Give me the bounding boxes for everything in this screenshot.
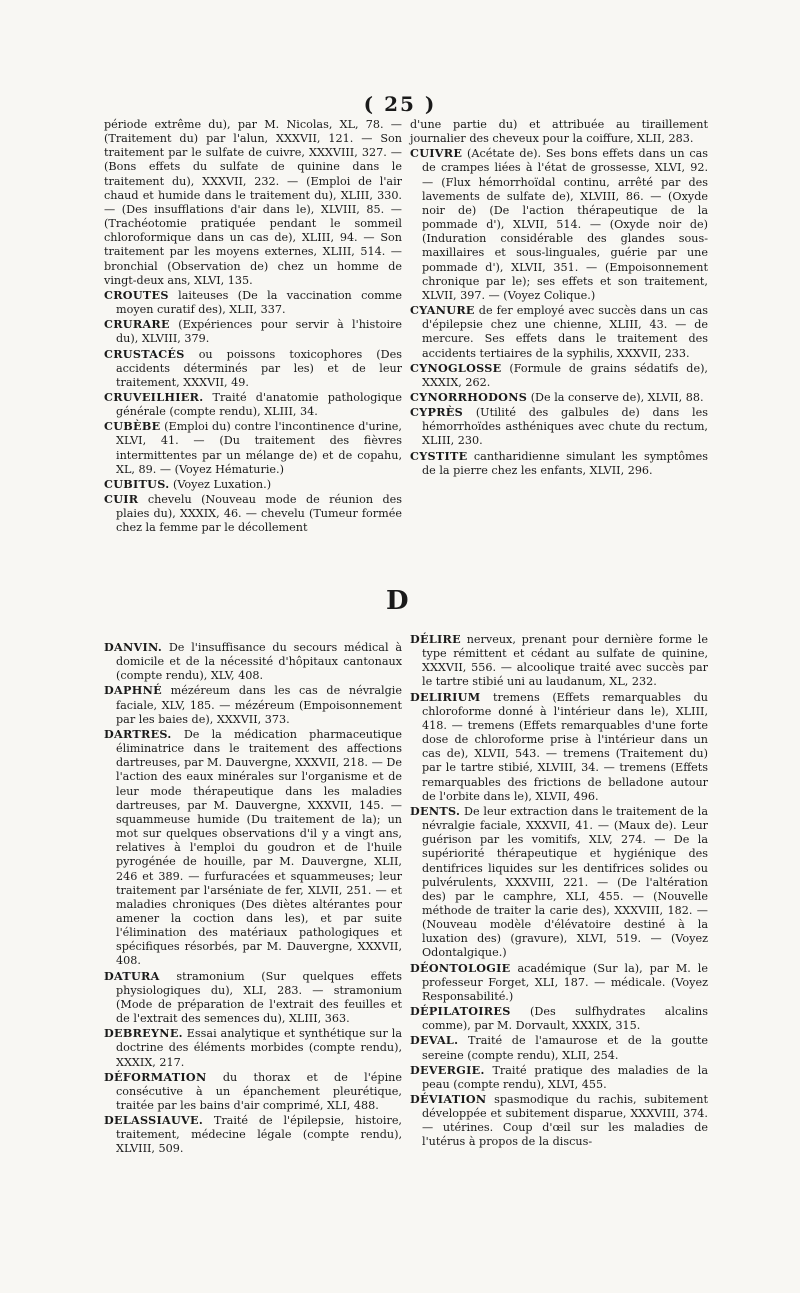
index-entry (410, 1004, 708, 1033)
entry-headword: CYANURE (410, 303, 475, 318)
index-entry (104, 419, 402, 477)
entry-text: chevelu (Nouveau mode de réunion des plaies du), XXXIX, 46. — chevelu (Tumeur formée chez la femme par le décollement (116, 493, 402, 535)
index-entry (410, 303, 708, 361)
entry-headword: DELASSIAUVE. (104, 1113, 204, 1128)
entry-text: De la médication pharmaceutique éliminatrice dans le traitement des affections dartreuses, par M. Dauvergne, XXXVII, 218. — De l'action des eaux minérales sur l'organisme et de leur mode thérapeutique dans les maladies dartreuses, par M. Dauvergne, XXXVII, 145. — squammeuse humide (Du traitement de la); un mot sur quelques observations d'il y a vingt ans, relatives à l'emploi du goudron et de l'huile pyrogénée de houille, par M. Dauvergne, XLII, 246 et 389. — furfuracées et squammeuses; leur traitement par l'arséniate de fer, XLVII, 251. — et maladies chroniques (Des diètes altérantes pour amener la coction dans les), et par suite l'élimination des matériaux pathologiques et spécifiques résorbés, par M. Dauvergne, XXXVII, 408. (116, 727, 402, 968)
entry-text: Essai analytique et synthétique sur la doctrine des éléments morbides (compte rendu), XXXIX, 217. (116, 1027, 402, 1069)
column-left-top (104, 118, 402, 536)
index-entry (104, 118, 402, 288)
entry-headword: DÉONTOLOGIE (410, 960, 511, 975)
entry-text: nerveux, prenant pour dernière forme le type rémittent et cédant au sulfate de quinine, XXXVII, 556. — alcoolique traité avec succès par le tartre stibié uni au laudanum, XL, 232. (422, 633, 708, 689)
index-entry (104, 317, 402, 346)
entry-headword: CYPRÈS (410, 405, 464, 420)
entry-headword: CYNORRHODONS (410, 389, 528, 404)
index-entry (104, 1026, 402, 1069)
entry-headword: CROUTES (104, 287, 169, 302)
entry-text: mézéreum dans les cas de névralgie faciale, XLV, 185. — mézéreum (Empoisonnement par les baies de), XXXVII, 373. (116, 684, 402, 726)
entry-text: spasmodique du rachis, subitement développée et subitement disparue, XXXVIII, 374. — utérines. Coup d'œil sur les maladies de l'utérus à propos de la discus- (422, 1093, 708, 1149)
entry-headword: CUBÈBE (104, 419, 161, 434)
column-right-top (410, 118, 708, 478)
index-entry (410, 632, 708, 690)
entry-text: (Utilité des galbules de) dans les hémorrhoïdes asthéniques avec chute du rectum, XLIII, 230. (422, 406, 708, 448)
entry-headword: DANVIN. (104, 640, 163, 654)
index-entry (410, 146, 708, 303)
entry-text: (Des sulfhydrates alcalins comme), par M. Dorvault, XXXIX, 315. (422, 1005, 708, 1033)
column-right-bottom (410, 632, 708, 1150)
index-entry (104, 347, 402, 390)
entry-text: De l'insuffisance du secours médical à domicile et de la nécessité d'hôpitaux cantonaux (compte rendu), XLV, 408. (116, 641, 402, 683)
index-entry (410, 390, 708, 405)
entry-headword: DARTRES. (104, 726, 172, 741)
column-left-bottom (104, 640, 402, 1157)
entry-text: cantharidienne simulant les symptômes de la pierre chez les enfants, XLVII, 296. (422, 449, 708, 477)
entry-headword: DÉFORMATION (104, 1069, 207, 1084)
index-entry (104, 288, 402, 317)
index-entry (104, 1070, 402, 1113)
entry-text: (Expériences pour servir à l'histoire du), XLVIII, 379. (116, 318, 402, 346)
entry-text: de fer employé avec succès dans un cas d'épilepsie chez une chienne, XLIII, 43. — de mercure. Ses effets dans le traitement des accidents tertiaires de la syphilis, XXXVII, 233. (422, 304, 708, 360)
entry-text: période extrême du), par M. Nicolas, XL, 78. — (Traitement du) par l'alun, XXXVII, 121. — Son traitement par le sulfate de cuivre, XXXVIII, 327. — (Bons effets du sulfate de quinine dans le traitement du), XXXVII, 232. — (Emploi de l'air chaud et humide dans le traitement du), XLIII, 330. — (Des insufflations d'air dans le), XLVIII, 85. — (Trachéotomie pratiquée pendant le sommeil chloroformique dans un cas de), XLIII, 94. — Son traitement par les moyens externes, XLIII, 514. — bronchial (Observation de) chez un homme de vingt-deux ans, XLVI, 135. (104, 118, 402, 287)
entry-text: ou poissons toxicophores (Des accidents déterminés par les) et de leur traitement, XXXVII, 49. (116, 347, 402, 389)
index-entry (410, 1063, 708, 1092)
entry-text: d'une partie du) et attribuée au tiraillement journalier des cheveux pour la coiffure, XLII, 283. (410, 118, 708, 146)
entry-text: (Formule de grains sédatifs de), XXXIX, 262. (422, 361, 708, 389)
entry-headword: CUBITUS. (104, 476, 170, 491)
entry-text: laiteuses (De la vaccination comme moyen curatif des), XLII, 337. (116, 288, 402, 317)
entry-text: (Emploi du) contre l'incontinence d'urine, XLVI, 41. — (Du traitement des fièvres intermittentes par un mélange de) et de copahu, XL, 89. — (Voyez Hématurie.) (116, 420, 402, 476)
index-entry (410, 690, 708, 804)
entry-headword: DAPHNÉ (104, 683, 162, 698)
entry-headword: CRURARE (104, 317, 170, 332)
entry-headword: CUIR (104, 492, 139, 507)
entry-headword: DENTS. (410, 803, 461, 818)
entry-text: Traité de l'épilepsie, histoire, traitement, médecine légale (compte rendu), XLVIII, 509. (116, 1114, 402, 1156)
index-entry (410, 1033, 708, 1062)
entry-text: stramonium (Sur quelques effets physiologiques du), XLI, 283. — stramonium (Mode de préparation de l'extrait des feuilles et de l'extrait des semences du), XLIII, 363. (116, 969, 402, 1026)
entry-text: du thorax et de l'épine consécutive à un épanchement pleurétique, traitée par les bains d'air comprimé, XLI, 488. (116, 1070, 402, 1112)
entry-headword: DATURA (104, 968, 160, 983)
index-entry (410, 118, 708, 146)
entry-text: Traité de l'amaurose et de la goutte sereine (compte rendu), XLII, 254. (422, 1034, 708, 1062)
section-letter: D (386, 586, 409, 616)
index-entry (104, 390, 402, 419)
index-entry (104, 492, 402, 535)
index-entry (410, 1092, 708, 1150)
entry-headword: DELIRIUM (410, 689, 481, 704)
entry-headword: DÉPILATOIRES (410, 1004, 511, 1019)
entry-headword: CUIVRE (410, 146, 463, 161)
entry-headword: DÉLIRE (410, 632, 461, 646)
index-entry (410, 449, 708, 478)
entry-headword: CRUVEILHIER. (104, 389, 204, 404)
entry-headword: CRUSTACÉS (104, 346, 185, 361)
entry-text: tremens (Effets remarquables du chloroforme donné à l'intérieur dans le), XLIII, 418. — tremens (Effets remarquables d'une forte dose de chloroforme prise à l'intérieur dans un cas de), XLVII, 543. — tremens (Traitement du) par le tartre stibié, XLVIII, 34. — tremens (Effets remarquables des frictions de belladone autour de l'orbite dans le), XLVII, 496. (422, 690, 709, 803)
index-entry (104, 727, 402, 969)
entry-text: De leur extraction dans le traitement de la névralgie faciale, XXXVII, 41. — (Maux de). Leur guérison par les vomitifs, XLV, 274. — De la supériorité thérapeutique et hygiénique des dentifrices liquides sur les dentifrices solides ou pulvérulents, XXXVIII, 221. — (De l'altération des) par le camphre, XLI, 455. — (Nouvelle méthode de traiter la carie des), XXXVIII, 182. — (Nouveau modèle d'élévatoire destiné à la luxation des) (gravure), XLVI, 519. — (Voyez Odontalgique.) (422, 804, 708, 960)
index-entry (104, 477, 402, 492)
entry-headword: DEVERGIE. (410, 1062, 485, 1077)
index-entry (104, 640, 402, 683)
entry-text: Traité d'anatomie pathologique générale (compte rendu), XLIII, 34. (116, 390, 402, 419)
entry-text: académique (Sur la), par M. le professeur Forget, XLI, 187. — médicale. (Voyez Responsabilité.) (422, 961, 708, 1003)
entry-headword: DÉVIATION (410, 1092, 487, 1106)
index-entry (410, 361, 708, 390)
entry-headword: CYNOGLOSSE (410, 360, 502, 375)
index-entry (104, 683, 402, 726)
index-entry (410, 405, 708, 448)
index-entry (104, 1113, 402, 1156)
entry-text: Traité pratique des maladies de la peau (compte rendu), XLVI, 455. (422, 1063, 708, 1091)
entry-headword: CYSTITE (410, 448, 468, 463)
index-entry (104, 969, 402, 1027)
entry-headword: DEBREYNE. (104, 1026, 183, 1041)
entry-text: (Acétate de). Ses bons effets dans un cas de crampes liées à l'état de grossesse, XLVI, 92. — (Flux hémorrhoïdal continu, arrêté par des lavements de sulfate de), XLVIII, 86. — (Oxyde noir de) (De l'action thérapeutique de la pommade d'), XLVII, 514. — (Oxyde noir de) (Induration considérable des glandes sous-maxillaires et sous-linguales, guérie par une pommade d'), XLVII, 351. — (Empoisonnement chronique par le); ses effets et son traitement, XLVII, 397. — (Voyez Colique.) (422, 147, 708, 302)
index-entry (410, 804, 708, 961)
index-entry (410, 961, 708, 1004)
entry-text: (Voyez Luxation.) (172, 477, 272, 491)
entry-headword: DEVAL. (410, 1033, 459, 1048)
entry-text: (De la conserve de), XLVII, 88. (530, 390, 704, 404)
page-number: ( 25 ) (363, 92, 437, 116)
